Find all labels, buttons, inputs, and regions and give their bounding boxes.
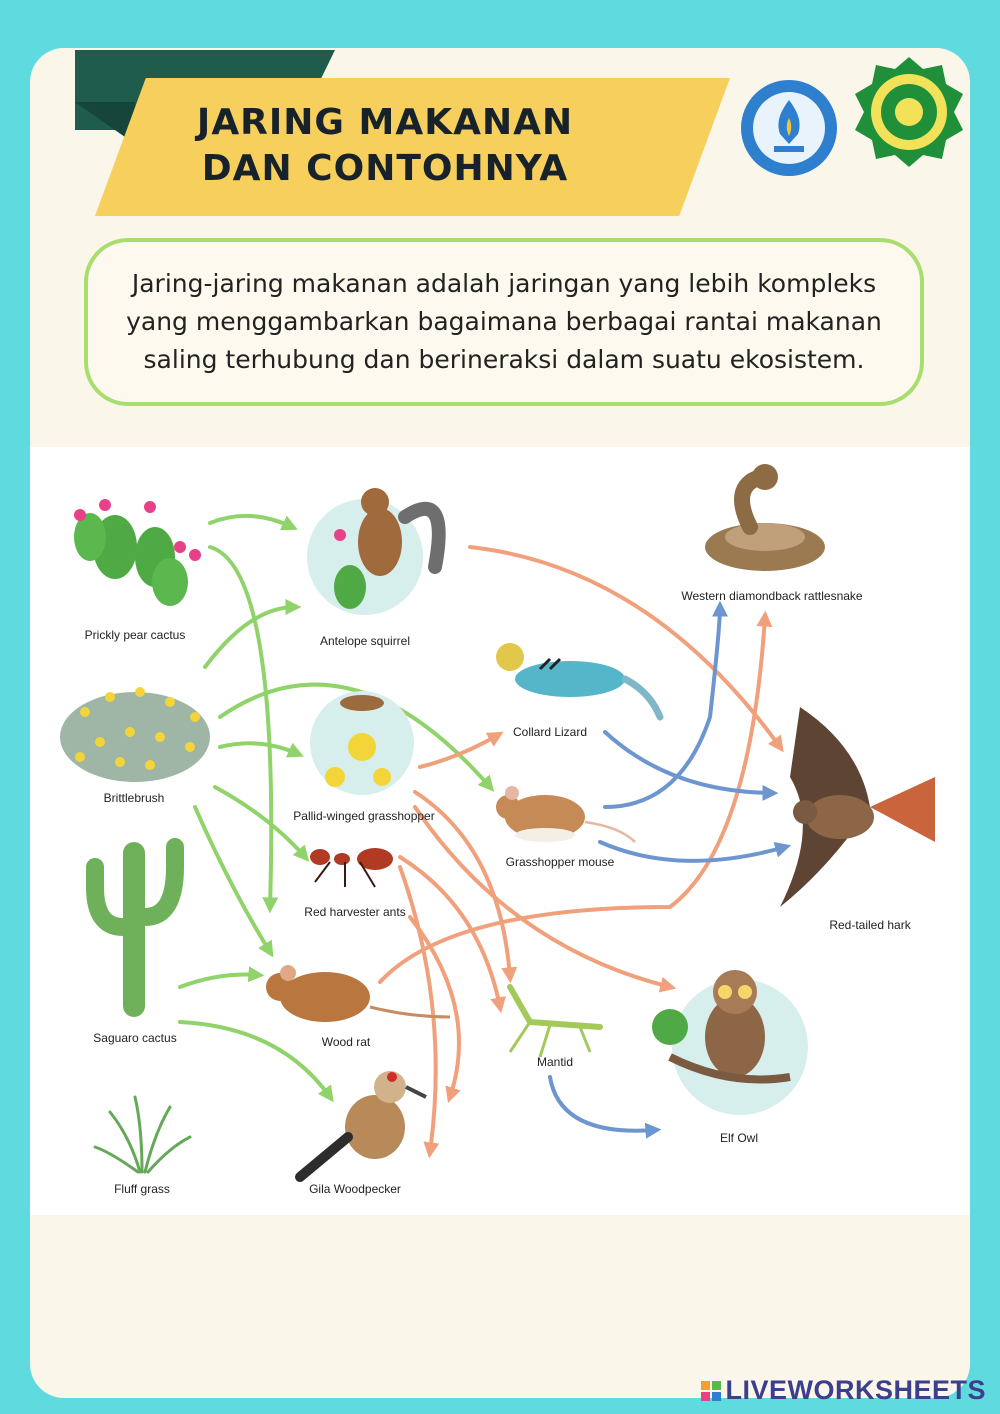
label-brittlebrush: Brittlebrush	[103, 791, 165, 805]
wood-rat-icon	[266, 965, 450, 1022]
label-red-tailed-hawk: Red-tailed hark	[829, 918, 911, 932]
antelope-squirrel-icon	[307, 488, 439, 615]
red-harvester-ants-icon	[310, 848, 393, 887]
label-red-harvester-ants: Red harvester ants	[304, 905, 406, 919]
grasshopper-icon	[310, 691, 414, 795]
title-line-2: DAN CONTOHNYA	[201, 148, 569, 189]
collard-lizard-icon	[496, 643, 660, 717]
liveworksheets-icon	[701, 1381, 721, 1401]
definition-text: Jaring-jaring makanan adalah jaringan yang lebih kompleks yang menggambarkan bagaimana berbagai rantai makanan saling terhubung dan berineraksi dalam suatu ekosistem.	[126, 269, 882, 374]
label-collard-lizard: Collard Lizard	[512, 725, 588, 739]
saguaro-cactus-icon	[95, 842, 175, 1017]
page-title	[95, 100, 675, 192]
tut-wuri-handayani-logo	[730, 78, 848, 178]
label-elf-owl: Elf Owl	[719, 1131, 759, 1145]
prickly-pear-cactus-icon	[74, 499, 201, 606]
label-wood-rat: Wood rat	[321, 1035, 371, 1049]
brittlebrush-icon	[60, 687, 210, 782]
label-gila-woodpecker: Gila Woodpecker	[309, 1182, 401, 1196]
definition-box	[84, 238, 924, 406]
label-mantid: Mantid	[536, 1055, 574, 1069]
fluff-grass-icon	[95, 1097, 190, 1172]
label-grasshopper: Pallid-winged grasshopper	[293, 809, 435, 823]
food-web-diagram	[30, 447, 970, 1215]
food-web-arrows	[30, 447, 970, 1215]
title-line-1: JARING MAKANAN	[196, 102, 574, 143]
liveworksheets-watermark	[701, 1375, 986, 1406]
gila-woodpecker-icon	[300, 1071, 426, 1177]
mantid-icon	[510, 987, 600, 1057]
universitas-muhammadiyah-logo	[850, 55, 968, 177]
label-saguaro-cactus: Saguaro cactus	[93, 1031, 177, 1045]
red-tailed-hawk-icon	[780, 707, 935, 907]
label-grasshopper-mouse: Grasshopper mouse	[505, 855, 615, 869]
grasshopper-mouse-icon	[496, 786, 635, 842]
label-western-rattlesnake: Western diamondback rattlesnake	[681, 589, 863, 603]
rattlesnake-icon	[705, 464, 825, 571]
elf-owl-icon	[652, 970, 808, 1115]
label-antelope-squirrel: Antelope squirrel	[319, 634, 411, 648]
label-fluff-grass: Fluff grass	[114, 1182, 170, 1196]
label-prickly-pear-cactus: Prickly pear cactus	[84, 628, 186, 642]
watermark-text: LIVEWORKSHEETS	[725, 1375, 986, 1405]
